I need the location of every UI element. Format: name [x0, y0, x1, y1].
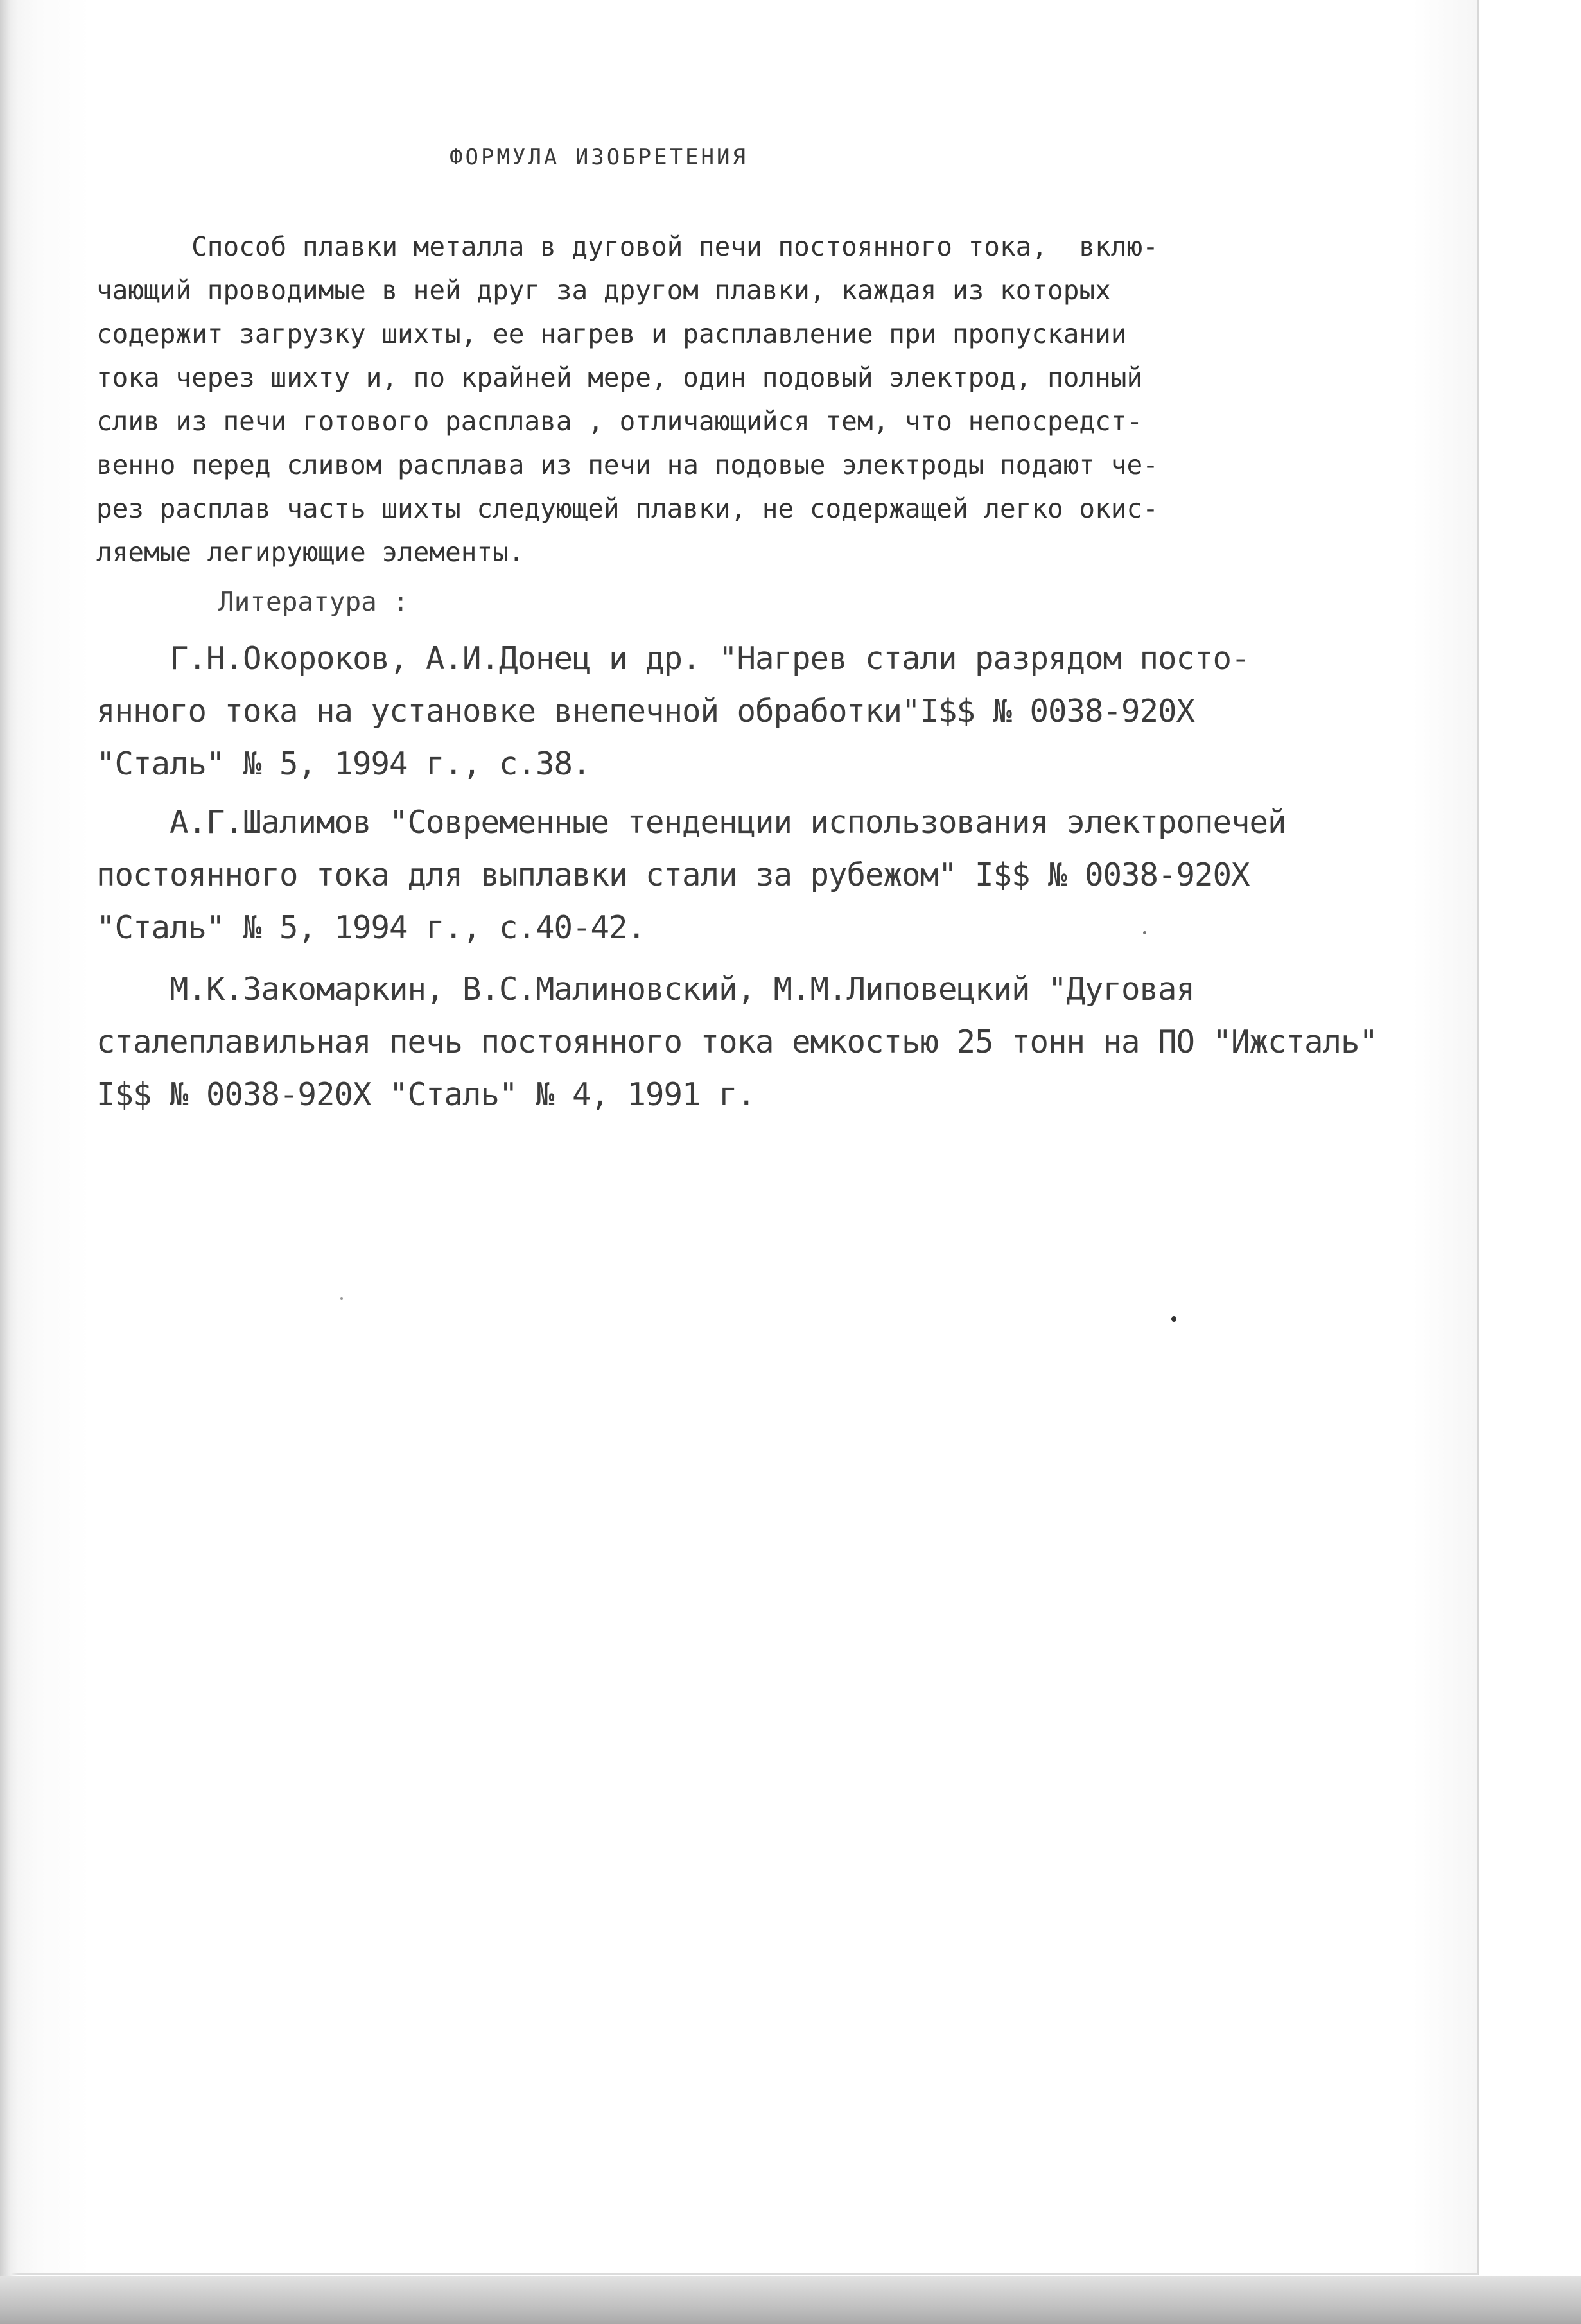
claim-line: содержит загрузку шихты, ее нагрев и расплавление при пропускании: [96, 319, 1127, 349]
literature-heading: Литература :: [218, 586, 409, 617]
scan-speck: [1171, 1316, 1176, 1322]
reference-2: [96, 796, 1451, 954]
claim-line: Способ плавки металла в дуговой печи постоянного тока, вклю-: [96, 231, 1158, 262]
claim-line: чающий проводимые в ней друг за другом плавки, каждая из которых: [96, 275, 1111, 306]
reference-3: [96, 963, 1451, 1121]
reference-line: А.Г.Шалимов "Современные тенденции использования электропечей: [96, 804, 1286, 841]
reference-line: I$$ № 0038-920X "Сталь" № 4, 1991 г.: [96, 1076, 756, 1113]
claim-line: рез расплав часть шихты следующей плавки, не содержащей легко окис-: [96, 493, 1158, 524]
reference-line: "Сталь" № 5, 1994 г., с.40-42.: [96, 909, 646, 946]
reference-line: Г.Н.Окороков, А.И.Донец и др. "Нагрев стали разрядом посто-: [96, 640, 1250, 677]
claim-line: слив из печи готового расплава , отличающийся тем, что непосредст-: [96, 406, 1143, 437]
claim-line: венно перед сливом расплава из печи на подовые электроды подают че-: [96, 450, 1158, 480]
reference-line: сталеплавильная печь постоянного тока емкостью 25 тонн на ПО "Ижсталь": [96, 1024, 1378, 1060]
scan-speck: [340, 1297, 343, 1300]
scan-bottom-shadow: [0, 2276, 1581, 2324]
reference-line: постоянного тока для выплавки стали за рубежом" I$$ № 0038-920X: [96, 857, 1250, 893]
reference-line: янного тока на установке внепечной обработки"I$$ № 0038-920X: [96, 693, 1195, 730]
reference-line: "Сталь" № 5, 1994 г., с.38.: [96, 746, 591, 782]
claim-paragraph: [96, 225, 1387, 574]
scan-left-shadow: [0, 0, 18, 2324]
reference-1: [96, 633, 1451, 791]
reference-line: М.К.Закомаркин, В.С.Малиновский, М.М.Липовецкий "Дуговая: [96, 971, 1195, 1008]
claim-line: тока через шихту и, по крайней мере, один подовый электрод, полный: [96, 362, 1143, 393]
scan-speck: [1143, 931, 1146, 934]
document-title: ФОРМУЛА ИЗОБРЕТЕНИЯ: [450, 144, 748, 170]
claim-line: ляемые легирующие элементы.: [96, 537, 525, 568]
